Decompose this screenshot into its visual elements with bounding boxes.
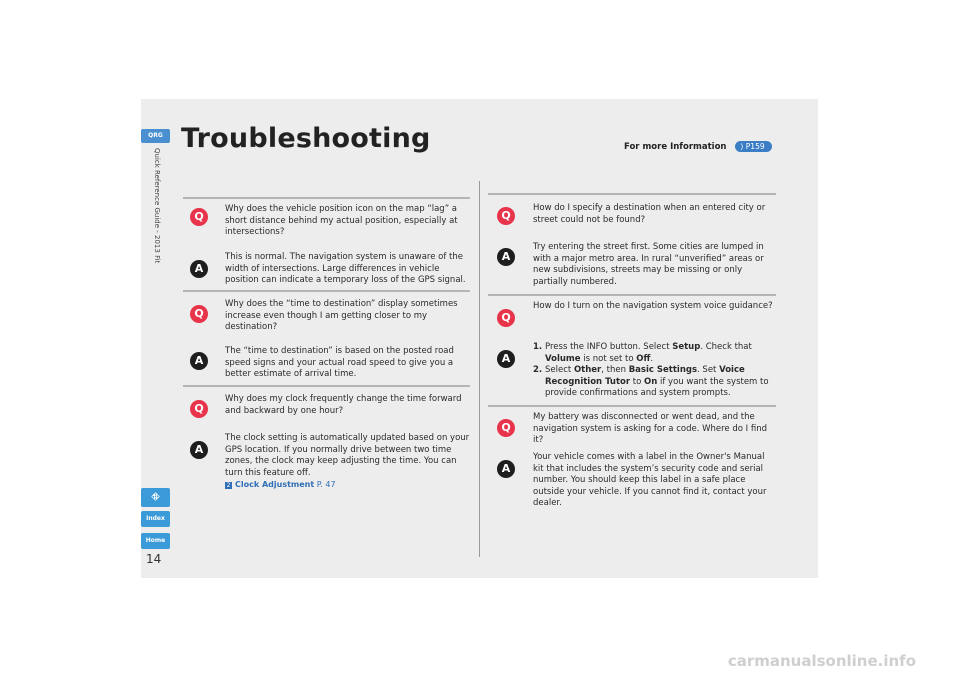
answer-icon: A [497, 460, 515, 478]
question-icon: Q [190, 305, 208, 323]
answer-text: This is normal. The navigation system is unaware of the width of intersections. Large differences in vehicle position can indicate a temporary loss of the GPS signal. [225, 252, 466, 286]
question-text: How do I turn on the navigation system voice guidance? [533, 301, 773, 311]
clock-adjustment-link[interactable] [225, 480, 336, 489]
home-tab[interactable]: Home [141, 533, 170, 549]
answer-text: The “time to destination” is based on the posted road speed signs and your actual road speed to give you a better estimate of arrival time. [225, 346, 454, 380]
question-text: My battery was disconnected or went dead, and the navigation system is asking for a code. Where do I find it? [533, 412, 768, 446]
qa-divider [183, 385, 470, 387]
more-info-link[interactable] [624, 141, 772, 152]
voice-command-icon: ⛗ [151, 492, 160, 503]
answer-icon: A [190, 441, 208, 459]
answer-text: Try entering the street first. Some cities are lumped in with a major metro area. In rural “unverified” areas or new subdivisions, streets may be missing or only partially numbered. [533, 242, 764, 287]
answer-icon: A [497, 248, 515, 266]
answer-block [225, 433, 470, 492]
qa-divider [488, 294, 776, 296]
column-divider [479, 181, 480, 557]
step-number: 1. [533, 342, 543, 352]
answer-icon: A [190, 260, 208, 278]
voice-command-tab[interactable] [141, 488, 170, 507]
step-item: 1. Press the INFO button. Select Setup. Check that Volume is not set to Off. [533, 342, 752, 364]
qa-divider [183, 290, 470, 292]
page-title: Troubleshooting [181, 123, 431, 154]
page-reference-badge[interactable] [735, 141, 771, 152]
question-icon: Q [190, 208, 208, 226]
cross-reference-icon: 2 [226, 482, 231, 490]
qa-divider [183, 197, 470, 199]
qrg-tab[interactable]: QRG [141, 129, 170, 143]
question-icon: Q [497, 309, 515, 327]
page-number: 14 [146, 552, 162, 566]
question-text: Why does the “time to destination” display sometimes increase even though I am getting closer to my destination? [225, 299, 458, 333]
question-text: Why does the vehicle position icon on the map “lag” a short distance behind my actual position, especially at intersections? [225, 204, 458, 238]
question-icon: Q [497, 419, 515, 437]
answer-icon: A [497, 350, 515, 368]
question-text: Why does my clock frequently change the time forward and backward by one hour? [225, 394, 462, 416]
arrow-icon: ⟩ [740, 142, 744, 151]
question-text: How do I specify a destination when an entered city or street could not be found? [533, 203, 766, 225]
qa-divider [488, 193, 776, 195]
xref-label: Clock Adjustment [235, 480, 315, 490]
question-icon: Q [190, 400, 208, 418]
page-reference-number: P159 [745, 142, 765, 151]
answer-icon: A [190, 352, 208, 370]
more-info-label: For more Information [624, 142, 727, 152]
step-number: 2. [533, 365, 543, 376]
answer-text: Your vehicle comes with a label in the Owner's Manual kit that includes the system’s security code and serial number. You should keep this label in a safe place outside your vehicle. If you cannot find it, contact your dealer. [533, 452, 767, 509]
answer-text: The clock setting is automatically updated based on your GPS location. If you normally drive between two time zones, the clock may keep adjusting the time. You can turn this feature off. [225, 433, 470, 478]
index-tab[interactable]: Index [141, 511, 170, 527]
section-vertical-label: Quick Reference Guide - 2013 Fit [153, 148, 161, 264]
answer-steps [533, 342, 776, 400]
watermark: carmanualsonline.info [727, 652, 916, 670]
xref-page: P. 47 [316, 480, 336, 490]
qa-divider [488, 405, 776, 407]
step-item: 2. Select Other, then Basic Settings. Set Voice Recognition Tutor to On if you want the system to provide confirmations and system prompts. [533, 365, 769, 399]
question-icon: Q [497, 207, 515, 225]
